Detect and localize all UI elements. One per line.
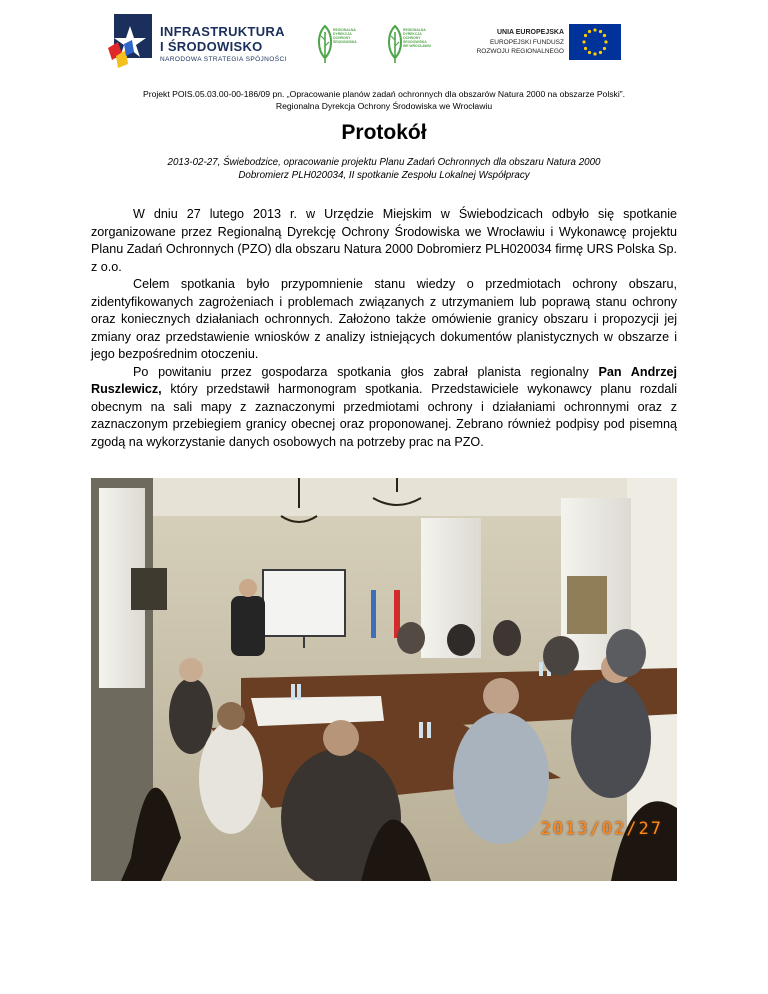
leaf-icon	[318, 24, 332, 64]
project-header	[0, 88, 768, 112]
infrastruktura-title: INFRASTRUKTURA	[160, 24, 285, 39]
ue-fund-line2: ROZWOJU REGIONALNEGO	[476, 48, 564, 55]
rdos-logo-1	[318, 24, 368, 64]
subtitle-line-2: Dobromierz PLH020034, II spotkanie Zespołu Lokalnej Współpracy	[238, 169, 530, 181]
paragraph-3-intro: Po powitaniu przez gospodarza spotkania głos zabrał planista regionalny	[133, 364, 599, 379]
ue-title: UNIA EUROPEJSKA	[496, 29, 564, 36]
document-subtitle	[0, 157, 768, 182]
infrastruktura-subtitle: I ŚRODOWISKO	[160, 39, 263, 54]
ue-fund-line1: EUROPEJSKI FUNDUSZ	[489, 39, 564, 46]
leaf-icon	[388, 24, 402, 64]
paragraph-2: Celem spotkania było przypomnienie stanu wiedzy o przedmiotach ochrony obszaru, zidentyfikowanych zagrożeniach i problemach związanych z utrzymaniem lub poprawą stanu ochrony oraz koniecznych działaniach ochronnych. Założono także omówienie granicy obszaru i propozycji jej zmiany oraz przedstawienie wniosków z analizy istniejących dokumentów planistycznych w obszarze i jego bezpośrednim otoczeniu.	[91, 277, 677, 361]
logo-bar	[0, 0, 768, 82]
rdos-logo-text: REGIONALNA DYREKCJA OCHRONY ŚRODOWISKA	[333, 28, 357, 45]
document-body	[91, 206, 677, 451]
rdos-logo-text: REGIONALNA DYREKCJA OCHRONY ŚRODOWISKA WE WROCŁAWIU	[403, 28, 432, 49]
paragraph-1: W dniu 27 lutego 2013 r. w Urzędzie Miejskim w Świebodzicach odbyło się spotkanie zorganizowane przez Regionalną Dyrekcję Ochrony Środowiska we Wrocławiu i Wykonawcę projektu Planu Zadań Ochronnych (PZO) dla obszaru Natura 2000 Dobromierz PLH020034 firmę URS Polska Sp. z o.o.	[91, 207, 677, 274]
planner-name: Pan Andrzej Ruszlewicz,	[91, 364, 677, 396]
rdos-logo-2	[388, 24, 438, 64]
eu-flag-icon	[569, 24, 621, 60]
project-institution-line: Regionalna Dyrekcja Ochrony Środowiska we Wrocławiu	[275, 101, 493, 111]
photo-date-stamp: 2013/02/27	[540, 819, 663, 839]
paragraph-3-rest: który przedstawił harmonogram spotkania. Przedstawiciele wykonawcy planu rozdali obecnym na sali mapy z zaznaczonymi przedmiotami ochrony i działaniami ochronnymi oraz z zaznaczonym przebiegiem granicy obecnej oraz proponowanej. Zebrano również podpisy pod pisemną zgodą na wykorzystanie danych osobowych na potrzeby prac na PZO.	[91, 382, 677, 449]
infrastruktura-tagline: NARODOWA STRATEGIA SPÓJNOŚCI	[160, 56, 287, 63]
paragraph-3	[91, 364, 677, 452]
infrastruktura-emblem-icon	[108, 14, 158, 72]
subtitle-line-1: 2013-02-27, Świebodzice, opracowanie projektu Planu Zadań Ochronnych dla obszaru Natura 2000	[167, 157, 601, 168]
ue-text-block	[458, 28, 564, 56]
project-title-line: Projekt POIS.05.03.00-00-186/09 pn. „Opracowanie planów zadań ochronnych dla obszarów Natura 2000 na obszarze Polski”.	[142, 89, 625, 99]
meeting-photo	[91, 478, 677, 881]
document-title: Protokół	[341, 121, 427, 144]
infrastruktura-logo	[108, 14, 308, 72]
